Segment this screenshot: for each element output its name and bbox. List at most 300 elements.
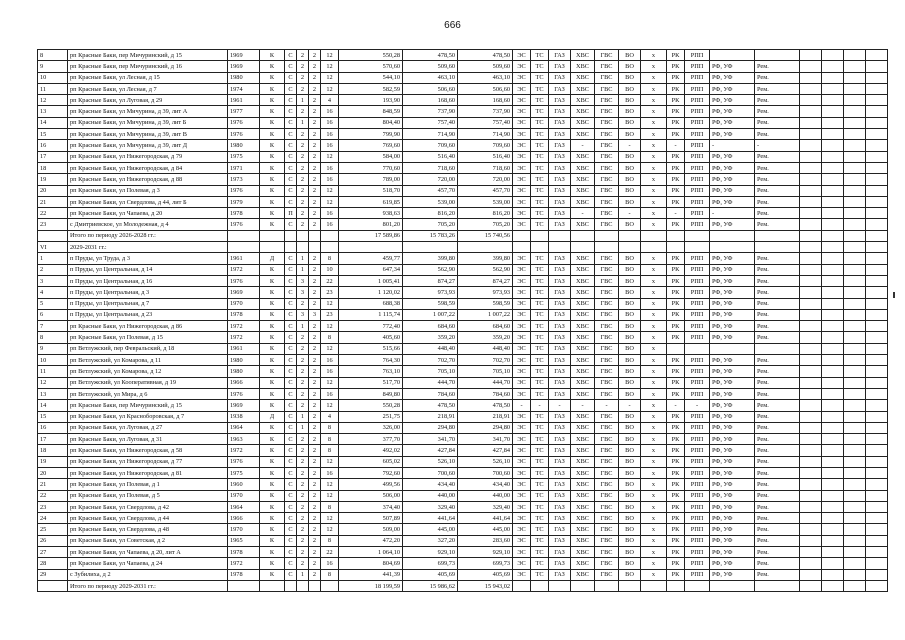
cell-h: С [285,129,297,140]
cell-empty [800,332,822,343]
cell-vo: ВО [619,83,641,94]
cell-hvs: ХВС [571,377,595,388]
cell-ts: ТС [531,95,549,106]
cell-addr: Итого по периоду 2026-2028 гг.: [68,230,228,241]
cell-n: 10 [38,72,68,83]
cell-rk: РК [667,569,685,580]
cell-en: 2 [309,547,321,558]
cell-empty [822,174,844,185]
cell-rem: Рем. [755,411,800,422]
cell-rk: РК [667,377,685,388]
cell-ts: ТС [531,501,549,512]
cell-n: 29 [38,569,68,580]
cell-gaz: ГАЗ [549,445,571,456]
cell-a3: 684,60 [458,321,513,332]
cell-rpp: РПП [685,479,710,490]
cell-mat: К [260,343,285,354]
cell-rk: РК [667,535,685,546]
cell-rk: РК [667,558,685,569]
cell-ts: ТС [531,558,549,569]
cell-gaz [549,230,571,241]
cell-a3: 168,60 [458,95,513,106]
cell-fl: 1 [297,264,309,275]
cell-gvs: ГВС [595,117,619,128]
cell-a3: 445,00 [458,524,513,535]
cell-addr: рп Красные Баки, пер Мичуринский, д 15 [68,400,228,411]
cell-a2: 705,10 [403,366,458,377]
cell-vo: ВО [619,535,641,546]
cell-h: С [285,456,297,467]
cell-empty [822,400,844,411]
cell-addr: рп Красные Баки, ул Советская, д 2 [68,535,228,546]
table-row [38,298,888,309]
cell-addr: с Зубилиха, д 2 [68,569,228,580]
cell-fu: РФ, УФ [710,479,755,490]
cell-empty [800,61,822,72]
cell-a3: 463,10 [458,72,513,83]
cell-empty [844,309,866,320]
cell-hvs: ХВС [571,456,595,467]
cell-apt: 12 [321,50,339,61]
cell-empty [844,151,866,162]
cell-rpp [685,580,710,591]
cell-addr: рп Красные Баки, ул Луговая, д 31 [68,434,228,445]
cell-en: 2 [309,264,321,275]
cell-a3: 714,90 [458,129,513,140]
cell-empty [866,208,888,219]
cell-rem: Рем. [755,479,800,490]
cell-empty [844,388,866,399]
cell-addr: рп Красные Баки, пер Мичуринский, д 16 [68,61,228,72]
cell-empty [822,106,844,117]
cell-a3: 973,93 [458,287,513,298]
cell-es: ЭС [513,253,531,264]
cell-gaz: ГАЗ [549,196,571,207]
cell-x: х [641,524,667,535]
cell-fu: - [710,140,755,151]
cell-addr: рп Ветлужский, ул Мира, д 6 [68,388,228,399]
cell-empty [800,343,822,354]
cell-a2: 341,70 [403,434,458,445]
cell-n: 27 [38,547,68,558]
cell-rpp [685,343,710,354]
cell-year: 1969 [228,61,260,72]
cell-rk: РК [667,61,685,72]
cell-vo: ВО [619,411,641,422]
table-row [38,422,888,433]
cell-rem: Рем. [755,535,800,546]
cell-apt: 12 [321,524,339,535]
cell-hvs: ХВС [571,388,595,399]
cell-vo: ВО [619,479,641,490]
cell-es: ЭС [513,61,531,72]
cell-en: 2 [309,513,321,524]
cell-hvs: ХВС [571,366,595,377]
table-row [38,162,888,173]
cell-mat: К [260,151,285,162]
cell-empty [844,400,866,411]
cell-h: С [285,253,297,264]
cell-apt: 16 [321,174,339,185]
cell-en: 2 [309,219,321,230]
cell-rem: Рем. [755,196,800,207]
cell-addr: рп Красные Баки, ул Свердлова, д 44, лит Б [68,196,228,207]
cell-fl: 2 [297,513,309,524]
cell-empty [866,467,888,478]
cell-rpp: РПП [685,558,710,569]
cell-addr: Итого по периоду 2029-2031 гг.: [68,580,228,591]
cell-fl: 2 [297,547,309,558]
cell-addr: рп Красные Баки, ул Нижегородская, д 77 [68,456,228,467]
cell-empty [866,106,888,117]
cell-n: 18 [38,445,68,456]
cell-x: х [641,388,667,399]
cell-x: х [641,50,667,61]
cell-h: С [285,524,297,535]
cell-year: 1970 [228,490,260,501]
cell-empty [866,343,888,354]
cell-h: С [285,196,297,207]
cell-rk: РК [667,355,685,366]
cell-gaz: ГАЗ [549,558,571,569]
cell-year [228,230,260,241]
cell-empty [800,83,822,94]
cell-ts: ТС [531,321,549,332]
cell-ts: ТС [531,513,549,524]
cell-empty [822,162,844,173]
cell-empty [866,524,888,535]
cell-empty [800,388,822,399]
cell-year: 1964 [228,422,260,433]
cell-fu: РФ, УФ [710,95,755,106]
cell-a1 [339,242,403,253]
cell-empty [844,117,866,128]
cell-a3: 359,20 [458,332,513,343]
cell-a3: 399,80 [458,253,513,264]
cell-addr: рп Красные Баки, ул Мичурина, д 39, лит Д [68,140,228,151]
cell-fl [297,580,309,591]
cell-apt: 23 [321,309,339,320]
cell-rem [755,580,800,591]
cell-rem: Рем. [755,117,800,128]
cell-a2: 218,91 [403,411,458,422]
cell-rpp: РПП [685,535,710,546]
cell-fl: 2 [297,332,309,343]
cell-year: 1961 [228,95,260,106]
cell-year: 1961 [228,253,260,264]
cell-es: ЭС [513,388,531,399]
cell-a1: 459,77 [339,253,403,264]
cell-rk: РК [667,174,685,185]
cell-vo: ВО [619,569,641,580]
cell-a3: 699,73 [458,558,513,569]
cell-fl: 2 [297,140,309,151]
cell-empty [822,321,844,332]
cell-apt: 12 [321,321,339,332]
cell-rem: Рем. [755,388,800,399]
cell-n: 8 [38,332,68,343]
cell-a3: 562,90 [458,264,513,275]
cell-a1: 799,90 [339,129,403,140]
cell-addr: рп Красные Баки, ул Свердлова, д 44 [68,513,228,524]
cell-hvs: ХВС [571,343,595,354]
cell-rem: Рем. [755,83,800,94]
cell-a1: 792,60 [339,467,403,478]
cell-a2: 705,20 [403,219,458,230]
cell-en: 2 [309,174,321,185]
cell-hvs: ХВС [571,445,595,456]
cell-hvs: ХВС [571,332,595,343]
cell-h: С [285,434,297,445]
cell-es: ЭС [513,208,531,219]
cell-es: ЭС [513,219,531,230]
cell-hvs: - [571,140,595,151]
cell-n: 23 [38,219,68,230]
cell-a2: 329,40 [403,501,458,512]
cell-gaz: ГАЗ [549,434,571,445]
table-row [38,535,888,546]
cell-h: С [285,377,297,388]
cell-es: ЭС [513,298,531,309]
cell-fl: 2 [297,501,309,512]
cell-fl: 2 [297,366,309,377]
cell-empty [844,72,866,83]
cell-hvs: ХВС [571,355,595,366]
cell-a2: 448,40 [403,343,458,354]
cell-a3: 720,00 [458,174,513,185]
cell-hvs: ХВС [571,535,595,546]
cell-empty [866,321,888,332]
cell-es [513,230,531,241]
cell-en: 2 [309,208,321,219]
cell-fu: РФ, УФ [710,61,755,72]
cell-rk: РК [667,467,685,478]
cell-fl: 2 [297,106,309,117]
cell-en: 2 [309,535,321,546]
cell-addr: рп Красные Баки, ул Полевая, д 5 [68,490,228,501]
cell-n: 11 [38,366,68,377]
cell-a1: 550,28 [339,400,403,411]
cell-gaz: ГАЗ [549,547,571,558]
table-row [38,174,888,185]
cell-es: ЭС [513,129,531,140]
cell-gvs: ГВС [595,196,619,207]
cell-empty [822,95,844,106]
cell-mat: К [260,264,285,275]
table-row [38,106,888,117]
cell-gvs: ГВС [595,388,619,399]
cell-fl: 2 [297,61,309,72]
cell-es: ЭС [513,366,531,377]
cell-ts: ТС [531,569,549,580]
cell-empty [844,332,866,343]
cell-es: ЭС [513,321,531,332]
cell-es: ЭС [513,196,531,207]
cell-a3: 448,40 [458,343,513,354]
cell-apt: 12 [321,185,339,196]
cell-a2: 509,60 [403,61,458,72]
cell-empty [866,411,888,422]
cell-vo [619,230,641,241]
cell-empty [866,479,888,490]
cell-empty [866,332,888,343]
cell-vo: ВО [619,162,641,173]
cell-empty [844,366,866,377]
cell-addr: рп Красные Баки, ул Чапаева, д 20, лит А [68,547,228,558]
cell-empty [822,501,844,512]
cell-a2: 684,60 [403,321,458,332]
cell-empty [800,558,822,569]
cell-apt: 4 [321,95,339,106]
cell-gvs: ГВС [595,445,619,456]
cell-rem: Рем. [755,61,800,72]
cell-es: ЭС [513,309,531,320]
cell-gaz: ГАЗ [549,106,571,117]
cell-rk: РК [667,162,685,173]
cell-h: С [285,219,297,230]
cell-empty [800,72,822,83]
cell-year: 1966 [228,513,260,524]
cell-n: 21 [38,196,68,207]
cell-h [285,230,297,241]
cell-hvs: ХВС [571,253,595,264]
cell-empty [866,298,888,309]
cell-empty [844,343,866,354]
cell-a1: 1 005,41 [339,275,403,286]
cell-x: х [641,467,667,478]
cell-fu: РФ, УФ [710,298,755,309]
cell-fu [710,580,755,591]
cell-vo: ВО [619,343,641,354]
cell-vo: ВО [619,61,641,72]
table-row [38,117,888,128]
cell-es: ЭС [513,174,531,185]
cell-a2: 714,90 [403,129,458,140]
cell-vo: ВО [619,547,641,558]
cell-vo: ВО [619,95,641,106]
cell-rem: Рем. [755,366,800,377]
cell-x: х [641,61,667,72]
cell-rpp [685,230,710,241]
cell-a2: 929,10 [403,547,458,558]
housing-register-table [37,49,888,592]
cell-rpp: - [685,400,710,411]
cell-addr: п Пруды, ул Центральная, д 16 [68,275,228,286]
cell-gaz: ГАЗ [549,321,571,332]
page-number: 666 [444,20,461,31]
cell-en: 2 [309,61,321,72]
cell-rpp: РПП [685,501,710,512]
cell-ts: ТС [531,309,549,320]
table-row [38,275,888,286]
cell-gaz: ГАЗ [549,501,571,512]
cell-a1: 763,10 [339,366,403,377]
cell-a1: 647,34 [339,264,403,275]
cell-ts: ТС [531,253,549,264]
cell-a2: 1 007,22 [403,309,458,320]
cell-es: ЭС [513,501,531,512]
cell-ts: ТС [531,547,549,558]
cell-x: х [641,479,667,490]
cell-vo: ВО [619,377,641,388]
cell-en: 2 [309,287,321,298]
cell-a2: 718,60 [403,162,458,173]
table-row [38,242,888,253]
cell-a3: 526,10 [458,456,513,467]
cell-rem: Рем. [755,558,800,569]
cell-a3: 1 007,22 [458,309,513,320]
cell-vo: ВО [619,467,641,478]
cell-x: х [641,162,667,173]
cell-x: х [641,253,667,264]
table-row [38,547,888,558]
cell-empty [822,422,844,433]
cell-ts: ТС [531,298,549,309]
cell-vo: ВО [619,332,641,343]
cell-addr: 2029-2031 гг.: [68,242,228,253]
cell-ts: ТС [531,106,549,117]
cell-en: 2 [309,117,321,128]
cell-a1: 619,85 [339,196,403,207]
cell-addr: рп Красные Баки, ул Мичурина, д 39, лит А [68,106,228,117]
cell-empty [822,355,844,366]
cell-n: 20 [38,467,68,478]
table-row [38,377,888,388]
cell-hvs: ХВС [571,547,595,558]
cell-fu: РФ, УФ [710,151,755,162]
cell-apt: 12 [321,456,339,467]
cell-fu: РФ, УФ [710,456,755,467]
cell-h: С [285,321,297,332]
cell-x: х [641,569,667,580]
cell-vo: ВО [619,321,641,332]
cell-fu: РФ, УФ [710,287,755,298]
cell-vo: ВО [619,298,641,309]
cell-empty [822,309,844,320]
cell-fl: 1 [297,569,309,580]
cell-mat: К [260,196,285,207]
cell-fu: РФ, УФ [710,129,755,140]
cell-x [641,580,667,591]
cell-empty [822,219,844,230]
table-row [38,287,888,298]
cell-fl: 1 [297,95,309,106]
cell-x: х [641,140,667,151]
cell-vo: ВО [619,196,641,207]
cell-gaz: ГАЗ [549,72,571,83]
cell-hvs: ХВС [571,151,595,162]
cell-empty [866,287,888,298]
cell-a1: 251,75 [339,411,403,422]
cell-apt [321,230,339,241]
cell-vo [619,242,641,253]
cell-n: 28 [38,558,68,569]
cell-n: 3 [38,275,68,286]
cell-ts: ТС [531,50,549,61]
cell-x: х [641,490,667,501]
cell-rk: РК [667,298,685,309]
cell-rem: Рем. [755,275,800,286]
cell-addr: рп Красные Баки, ул Полевая, д 3 [68,185,228,196]
cell-gvs: ГВС [595,524,619,535]
cell-a1: 377,70 [339,434,403,445]
cell-n: 6 [38,309,68,320]
cell-empty [866,434,888,445]
cell-empty [822,61,844,72]
cell-empty [800,287,822,298]
cell-apt: 8 [321,434,339,445]
cell-year: 1979 [228,196,260,207]
